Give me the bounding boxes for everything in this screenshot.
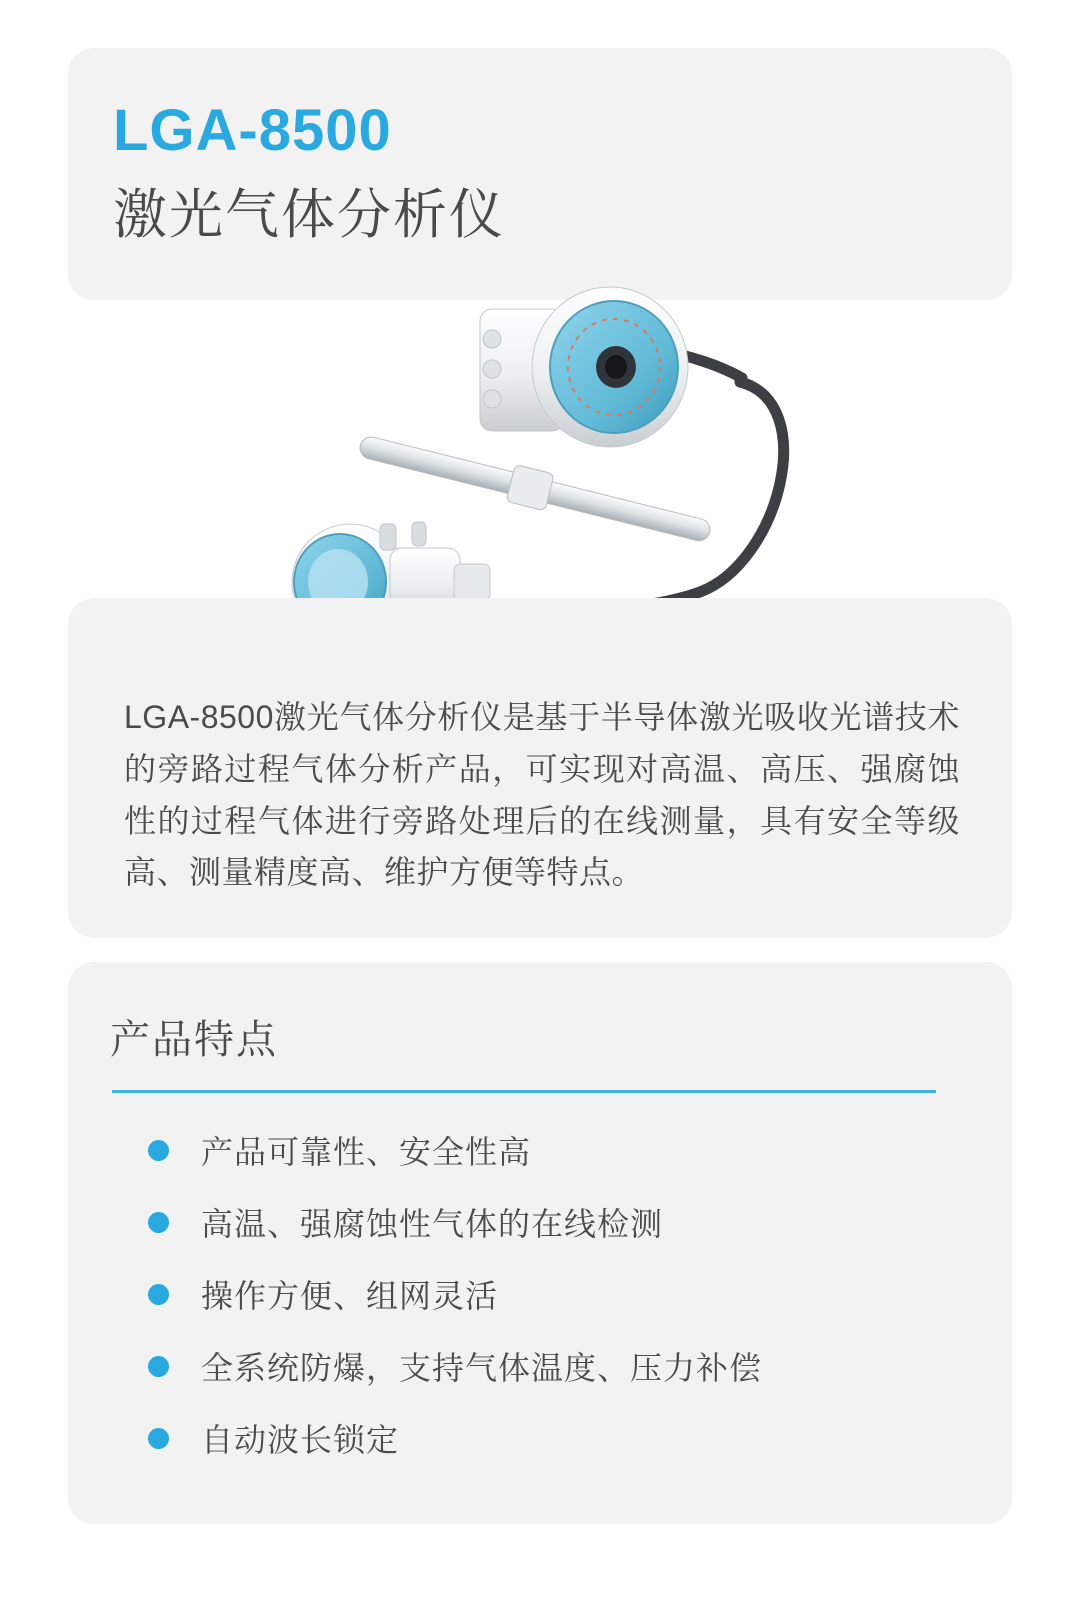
features-divider <box>112 1090 936 1093</box>
feature-label: 自动波长锁定 <box>201 1422 400 1458</box>
list-item <box>112 1186 972 1258</box>
bullet-icon <box>148 1356 169 1377</box>
description-card <box>68 598 1012 938</box>
feature-label: 全系统防爆，支持气体温度、压力补偿 <box>201 1350 763 1386</box>
bullet-icon <box>148 1140 169 1161</box>
feature-label: 操作方便、组网灵活 <box>201 1278 499 1314</box>
page-title-model: LGA-8500 <box>113 98 392 163</box>
page-title-name: 激光气体分析仪 <box>113 185 505 245</box>
features-card <box>68 962 1012 1524</box>
bullet-icon <box>148 1284 169 1305</box>
features-list <box>112 1114 972 1474</box>
bullet-icon <box>148 1428 169 1449</box>
list-item <box>112 1258 972 1330</box>
list-item <box>112 1402 972 1474</box>
description-text: LGA-8500激光气体分析仪是基于半导体激光吸收光谱技术的旁路过程气体分析产品，可实现对高温、高压、强腐蚀性的过程气体进行旁路处理后的在线测量，具有安全等级高、测量精度高、维护方便等特点。 <box>124 699 960 891</box>
feature-label: 高温、强腐蚀性气体的在线检测 <box>201 1206 664 1242</box>
feature-label: 产品可靠性、安全性高 <box>201 1134 532 1170</box>
features-title: 产品特点 <box>110 1018 278 1062</box>
bullet-icon <box>148 1212 169 1233</box>
list-item <box>112 1114 972 1186</box>
list-item <box>112 1330 972 1402</box>
